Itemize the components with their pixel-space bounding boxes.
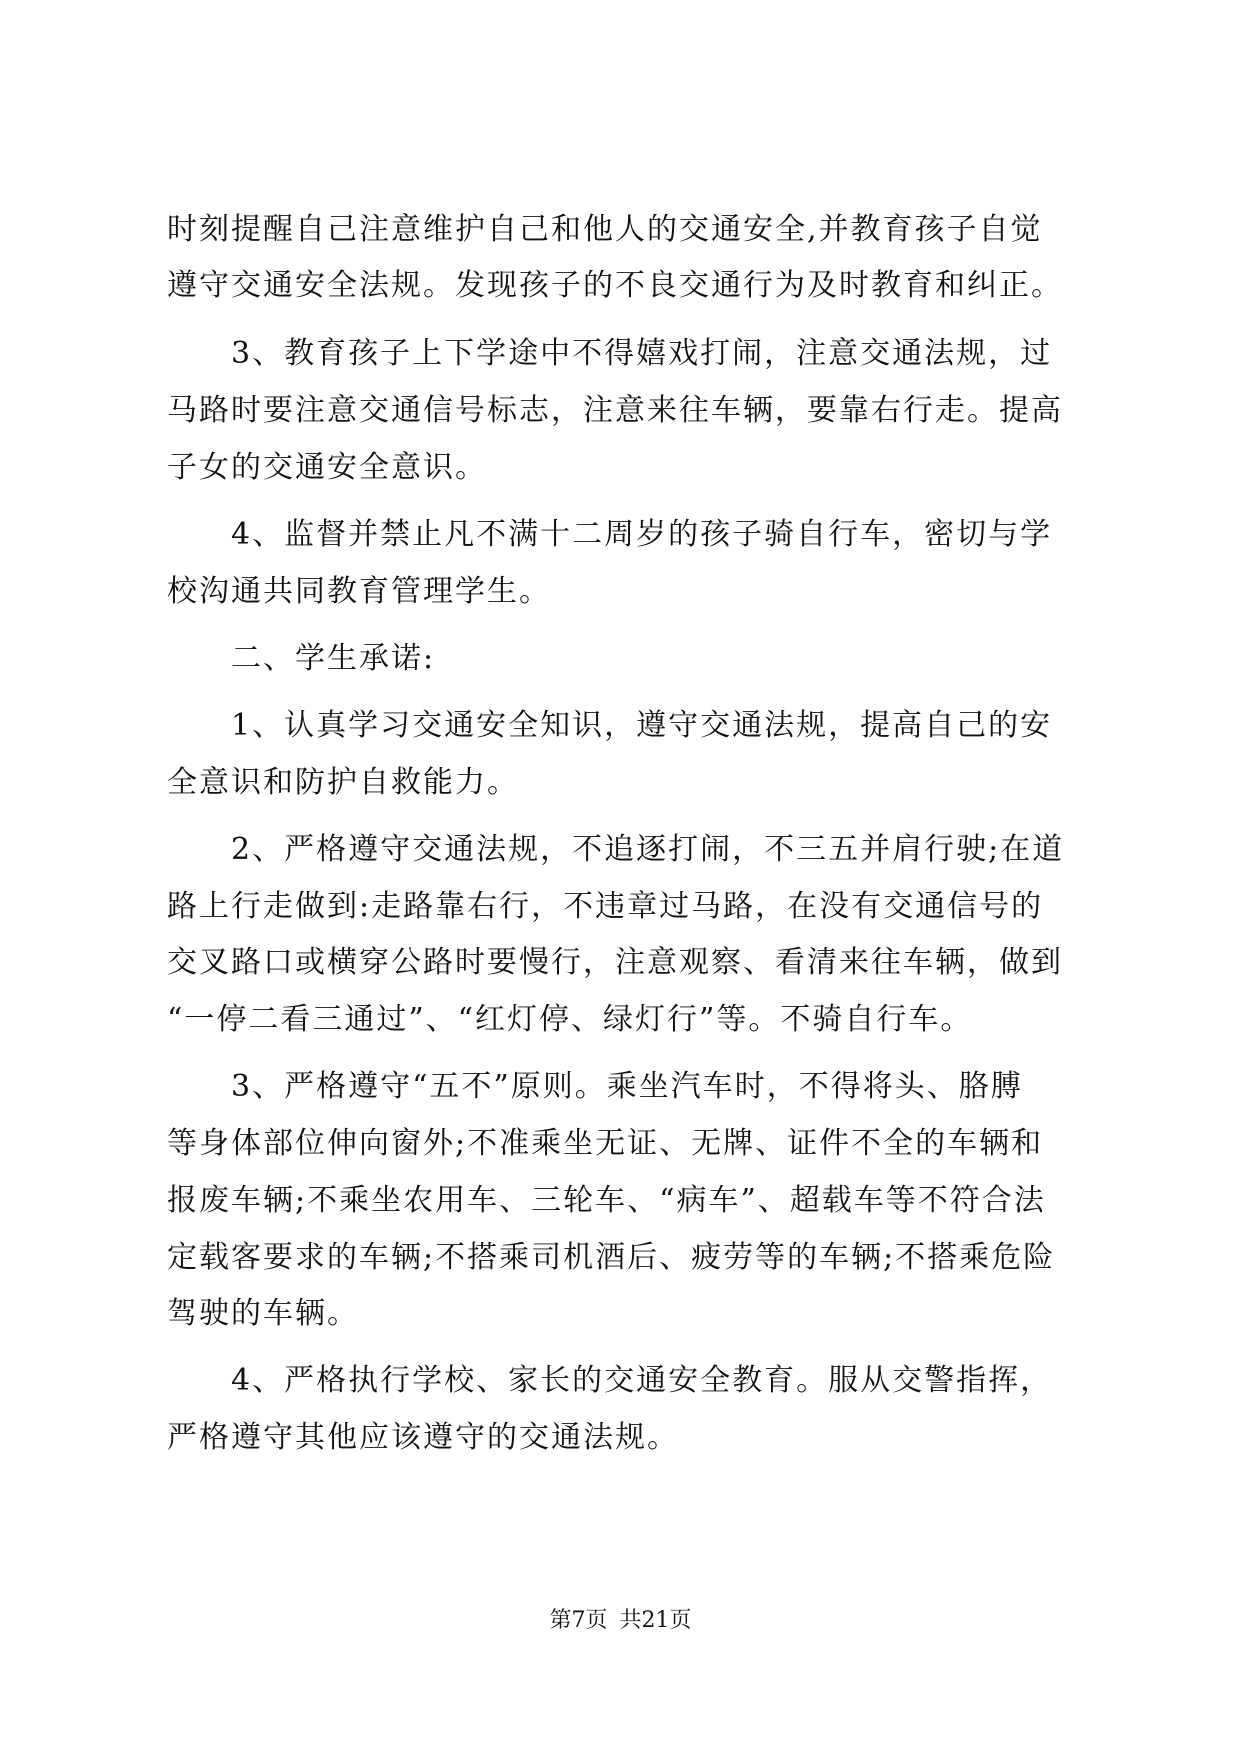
body-text-line: 驾驶的车辆。	[167, 1296, 359, 1331]
body-text-line: 马路时要注意交通信号标志，注意来往车辆，要靠右行走。提高	[167, 393, 1063, 428]
body-text-line: 等身体部位伸向窗外;不准乘坐无证、无牌、证件不全的车辆和	[167, 1126, 1044, 1161]
body-text-line: 遵守交通安全法规。发现孩子的不良交通行为及时教育和纠正。	[167, 268, 1063, 303]
body-text-line: 子女的交通安全意识。	[167, 450, 487, 485]
body-text-line: 严格遵守其他应该遵守的交通法规。	[167, 1420, 679, 1455]
body-text-line: 全意识和防护自救能力。	[167, 765, 519, 800]
body-text-line: 3、教育孩子上下学途中不得嬉戏打闹，注意交通法规，过	[167, 336, 1053, 371]
body-text-line: 4、严格执行学校、家长的交通安全教育。服从交警指挥，	[167, 1363, 1053, 1398]
page-number-current: 第7页	[549, 1608, 608, 1633]
body-text-line: 路上行走做到:走路靠右行，不违章过马路，在没有交通信号的	[167, 889, 1044, 924]
body-text-line: 4、监督并禁止凡不满十二周岁的孩子骑自行车，密切与学	[167, 517, 1053, 552]
page-number-total: 共21页	[619, 1608, 692, 1633]
body-text-line: 2、严格遵守交通法规，不追逐打闹，不三五并肩行驶;在道	[167, 832, 1065, 867]
body-text-line: 1、认真学习交通安全知识，遵守交通法规，提高自己的安	[167, 708, 1053, 743]
body-text-line: 校沟通共同教育管理学生。	[167, 574, 551, 609]
body-text-line: 交叉路口或横穿公路时要慢行，注意观察、看清来往车辆，做到	[167, 945, 1063, 980]
body-text-line: 时刻提醒自己注意维护自己和他人的交通安全,并教育孩子自觉	[167, 212, 1043, 247]
section-heading: 二、学生承诺:	[167, 641, 436, 676]
body-text-line: 报废车辆;不乘坐农用车、三轮车、“病车”、超载车等不符合法	[167, 1183, 1046, 1218]
body-text-line: 3、严格遵守“五不”原则。乘坐汽车时，不得将头、胳膊	[167, 1069, 1023, 1104]
body-text-line: 定载客要求的车辆;不搭乘司机酒后、疲劳等的车辆;不搭乘危险	[167, 1240, 1056, 1275]
page-footer	[0, 1606, 1241, 1636]
body-text-line: “一停二看三通过”、“红灯停、绿灯行”等。不骑自行车。	[167, 1002, 973, 1037]
